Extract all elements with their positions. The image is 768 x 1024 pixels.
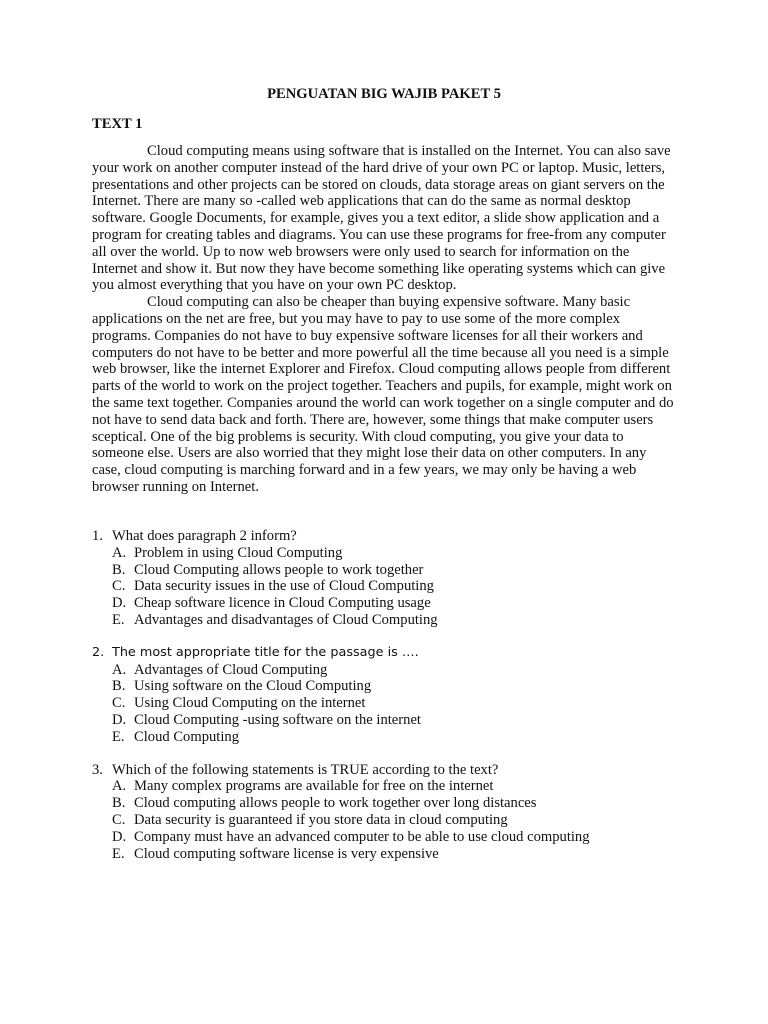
option-letter: C. — [112, 578, 126, 595]
option-text: Cloud computing allows people to work together over long distances — [134, 795, 537, 812]
question-text: Which of the following statements is TRUE according to the text? — [112, 761, 499, 778]
option-letter: B. — [112, 678, 126, 695]
question-number: 3. — [92, 761, 103, 778]
option-text: Company must have an advanced computer to be able to use cloud computing — [134, 828, 590, 845]
option-letter: D. — [112, 828, 127, 845]
answer-options — [92, 778, 676, 862]
answer-option — [112, 695, 676, 712]
answer-option — [112, 795, 676, 812]
reading-passage — [92, 143, 676, 496]
answer-option — [112, 846, 676, 863]
option-text: Using software on the Cloud Computing — [134, 678, 372, 695]
option-text: Cloud computing software license is very expensive — [134, 845, 439, 862]
option-text: Advantages of Cloud Computing — [134, 661, 328, 678]
answer-option — [112, 829, 676, 846]
option-text: Problem in using Cloud Computing — [134, 544, 343, 561]
option-text: Using Cloud Computing on the internet — [134, 695, 366, 712]
option-letter: A. — [112, 661, 127, 678]
option-letter: A. — [112, 544, 127, 561]
option-text: Cloud Computing -using software on the internet — [134, 711, 421, 728]
answer-options — [92, 662, 676, 746]
passage-paragraph: Cloud computing can also be cheaper than buying expensive software. Many basic applications on the net are free, but you may have to pay to use some of the more complex programs. Companies do not have to buy expensive software licenses for all their workers and computers do not have to be better and more powerful all the time because all you need is a simple web browser, like the internet Explorer and Firefox. Cloud computing allows people from different parts of the world to work on the project together. Teachers and pupils, for example, might work on the same text together. Companies around the world can work together on a single computer and do not have to send data back and forth. There are, however, some things that make computer users sceptical. One of the big problems is security. With cloud computing, you give your data to someone else. Users are also worried that they might lose their data on other computers. In any case, cloud computing is marching forward and in a few years, we may only be having a web browser running on Internet. — [92, 294, 674, 495]
option-letter: C. — [112, 695, 126, 712]
answer-option — [112, 595, 676, 612]
question-list — [92, 528, 676, 878]
option-letter: E. — [112, 845, 125, 862]
question-text: What does paragraph 2 inform? — [112, 528, 297, 544]
text-label: TEXT 1 — [92, 116, 143, 132]
option-text: Cheap software licence in Cloud Computing usage — [134, 595, 431, 612]
question-number: 2. — [92, 644, 105, 660]
question-item — [92, 528, 676, 629]
answer-option — [112, 812, 676, 829]
answer-option — [112, 678, 676, 695]
option-letter: E. — [112, 611, 125, 628]
answer-option — [112, 729, 676, 746]
option-text: Advantages and disadvantages of Cloud Computing — [134, 611, 438, 628]
answer-option — [112, 712, 676, 729]
option-text: Data security is guaranteed if you store data in cloud computing — [134, 811, 508, 828]
option-letter: B. — [112, 795, 126, 812]
question-item — [92, 762, 676, 863]
option-text: Data security issues in the use of Cloud Computing — [134, 578, 434, 595]
question-item — [92, 645, 676, 746]
option-letter: A. — [112, 778, 127, 795]
question-stem — [92, 762, 676, 779]
question-number: 1. — [92, 528, 103, 544]
question-stem — [92, 528, 676, 545]
option-text: Many complex programs are available for free on the internet — [134, 778, 494, 795]
option-text: Cloud Computing allows people to work together — [134, 561, 424, 578]
option-letter: D. — [112, 711, 127, 728]
answer-option — [112, 778, 676, 795]
answer-options — [92, 545, 676, 629]
passage-paragraph: Cloud computing means using software that is installed on the Internet. You can also save your work on another computer instead of the hard drive of your own PC or laptop. Music, letters, presentations and other projects can be stored on clouds, data storage areas on giant servers on the Internet. There are many so -called web applications that can do the same as normal desktop software. Google Documents, for example, gives you a text editor, a slide show application and a program for creating tables and diagrams. You can use these programs for free-from any computer all over the world. Up to now web browsers were only used to search for information on the Internet and show it. But now they have become something like operating systems which can give you almost everything that you have on your own PC desktop. — [92, 143, 671, 294]
option-letter: C. — [112, 811, 126, 828]
option-letter: B. — [112, 561, 126, 578]
answer-option — [112, 562, 676, 579]
answer-option — [112, 662, 676, 679]
option-letter: E. — [112, 728, 125, 745]
option-letter: D. — [112, 595, 127, 612]
question-stem — [92, 645, 676, 662]
option-text: Cloud Computing — [134, 728, 240, 745]
document-title: PENGUATAN BIG WAJIB PAKET 5 — [267, 86, 501, 102]
answer-option — [112, 612, 676, 629]
answer-option — [112, 545, 676, 562]
question-text: The most appropriate title for the passage is …. — [112, 644, 419, 660]
answer-option — [112, 578, 676, 595]
